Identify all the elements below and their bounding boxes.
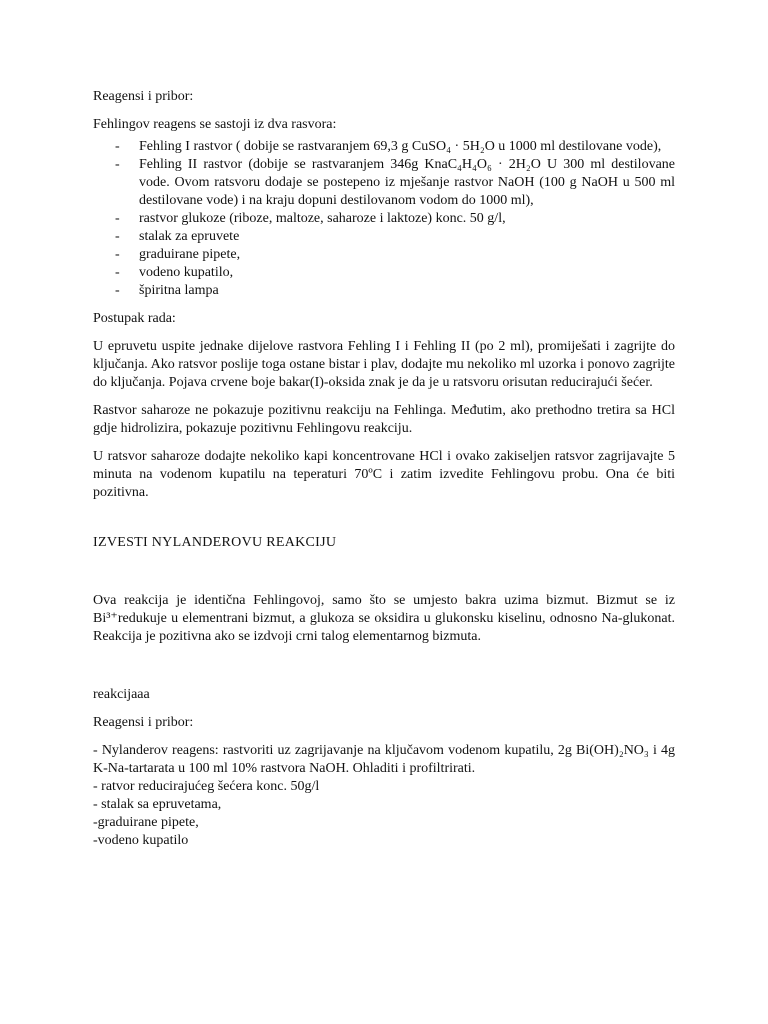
list-item: - graduirane pipete, (93, 246, 675, 264)
list-item: - rastvor glukoze (riboze, maltoze, saharoze i laktoze) konc. 50 g/l, (93, 210, 675, 228)
list-item: - Fehling I rastvor ( dobije se rastvaranjem 69,3 g CuSO₄ · 5H₂O u 1000 ml destilovane vode), (93, 138, 675, 156)
list-item: -vodeno kupatilo (93, 833, 189, 848)
reagents-heading: Reagensi i pribor: (93, 89, 194, 104)
procedure-paragraph-3: U ratsvor saharoze dodajte nekoliko kapi koncentrovane HCl i ovako zakiseljen ratsvor zagrijavajte 5 minuta na vodenom kupatilu na teperaturi 70ºC i zatim izvedite Fehlingovu probu. Ona će biti pozitivna. (93, 449, 675, 500)
list-item: - ratvor reducirajućeg šećera konc. 50g/l (93, 779, 320, 794)
procedure-heading: Postupak rada: (93, 311, 176, 326)
reaction-label: reakcijaaa (93, 687, 150, 702)
list-item: -graduirane pipete, (93, 815, 199, 830)
list-item: - Fehling II rastvor (dobije se rastvaranjem 346g KnaC₄H₄O₆ · 2H₂O U 300 ml destilovane vode. Ovom ratsvoru dodaje se postepeno iz mješanje rastvor NaOH (100 g NaOH u 500 ml destilovane vode) i na kraju dopuni destilovanom vodom do 1000 ml), (93, 156, 675, 210)
list-item: - vodeno kupatilo, (93, 264, 675, 282)
list-item: - stalak za epruvete (93, 228, 675, 246)
list-item: - Nylanderov reagens: rastvoriti uz zagrijavanje na ključavom vodenom kupatilu, 2g Bi(OH)₂NO₃ i 4g K-Na-tartarata u 100 ml 10% rastvora NaOH. Ohladiti i profiltrirati. (93, 743, 675, 776)
list-item: - stalak sa epruvetama, (93, 797, 222, 812)
reagents-heading-2: Reagensi i pribor: (93, 715, 194, 730)
fehling-intro: Fehlingov reagens se sastoji iz dva rasvora: (93, 117, 337, 132)
procedure-paragraph-2: Rastvor saharoze ne pokazuje pozitivnu reakciju na Fehlinga. Međutim, ako prethodno tretira sa HCl gdje hidrolizira, pokazuje pozitivnu Fehlingovu reakciju. (93, 403, 675, 436)
nylander-paragraph: Ova reakcija je identična Fehlingovoj, samo što se umjesto bakra uzima bizmut. Bizmut se iz Bi³⁺redukuje u elementrani bizmut, a glukoza se oksidira u glukonsku kiselinu, odnosno Na-glukonat. Reakcija je pozitivna ako se izdvoji crni talog elementarnog bizmuta. (93, 593, 675, 644)
nylander-title: IZVESTI NYLANDEROVU REAKCIJU (93, 535, 337, 550)
fehling-materials-list (93, 138, 675, 300)
list-item: - špiritna lampa (93, 282, 675, 300)
document-body (93, 88, 675, 850)
procedure-paragraph-1: U epruvetu uspite jednake dijelove rastvora Fehling I i Fehling II (po 2 ml), promiješati i zagrijte do ključanja. Ako ratsvor poslije toga ostane bistar i plav, dodajte mu nekoliko ml uzorka i ponovo zagrijte do ključanja. Pojava crvene boje bakar(I)-oksida znak je da je u ratsvoru orisutan reducirajući šećer. (93, 339, 675, 390)
nylander-materials (93, 742, 675, 850)
